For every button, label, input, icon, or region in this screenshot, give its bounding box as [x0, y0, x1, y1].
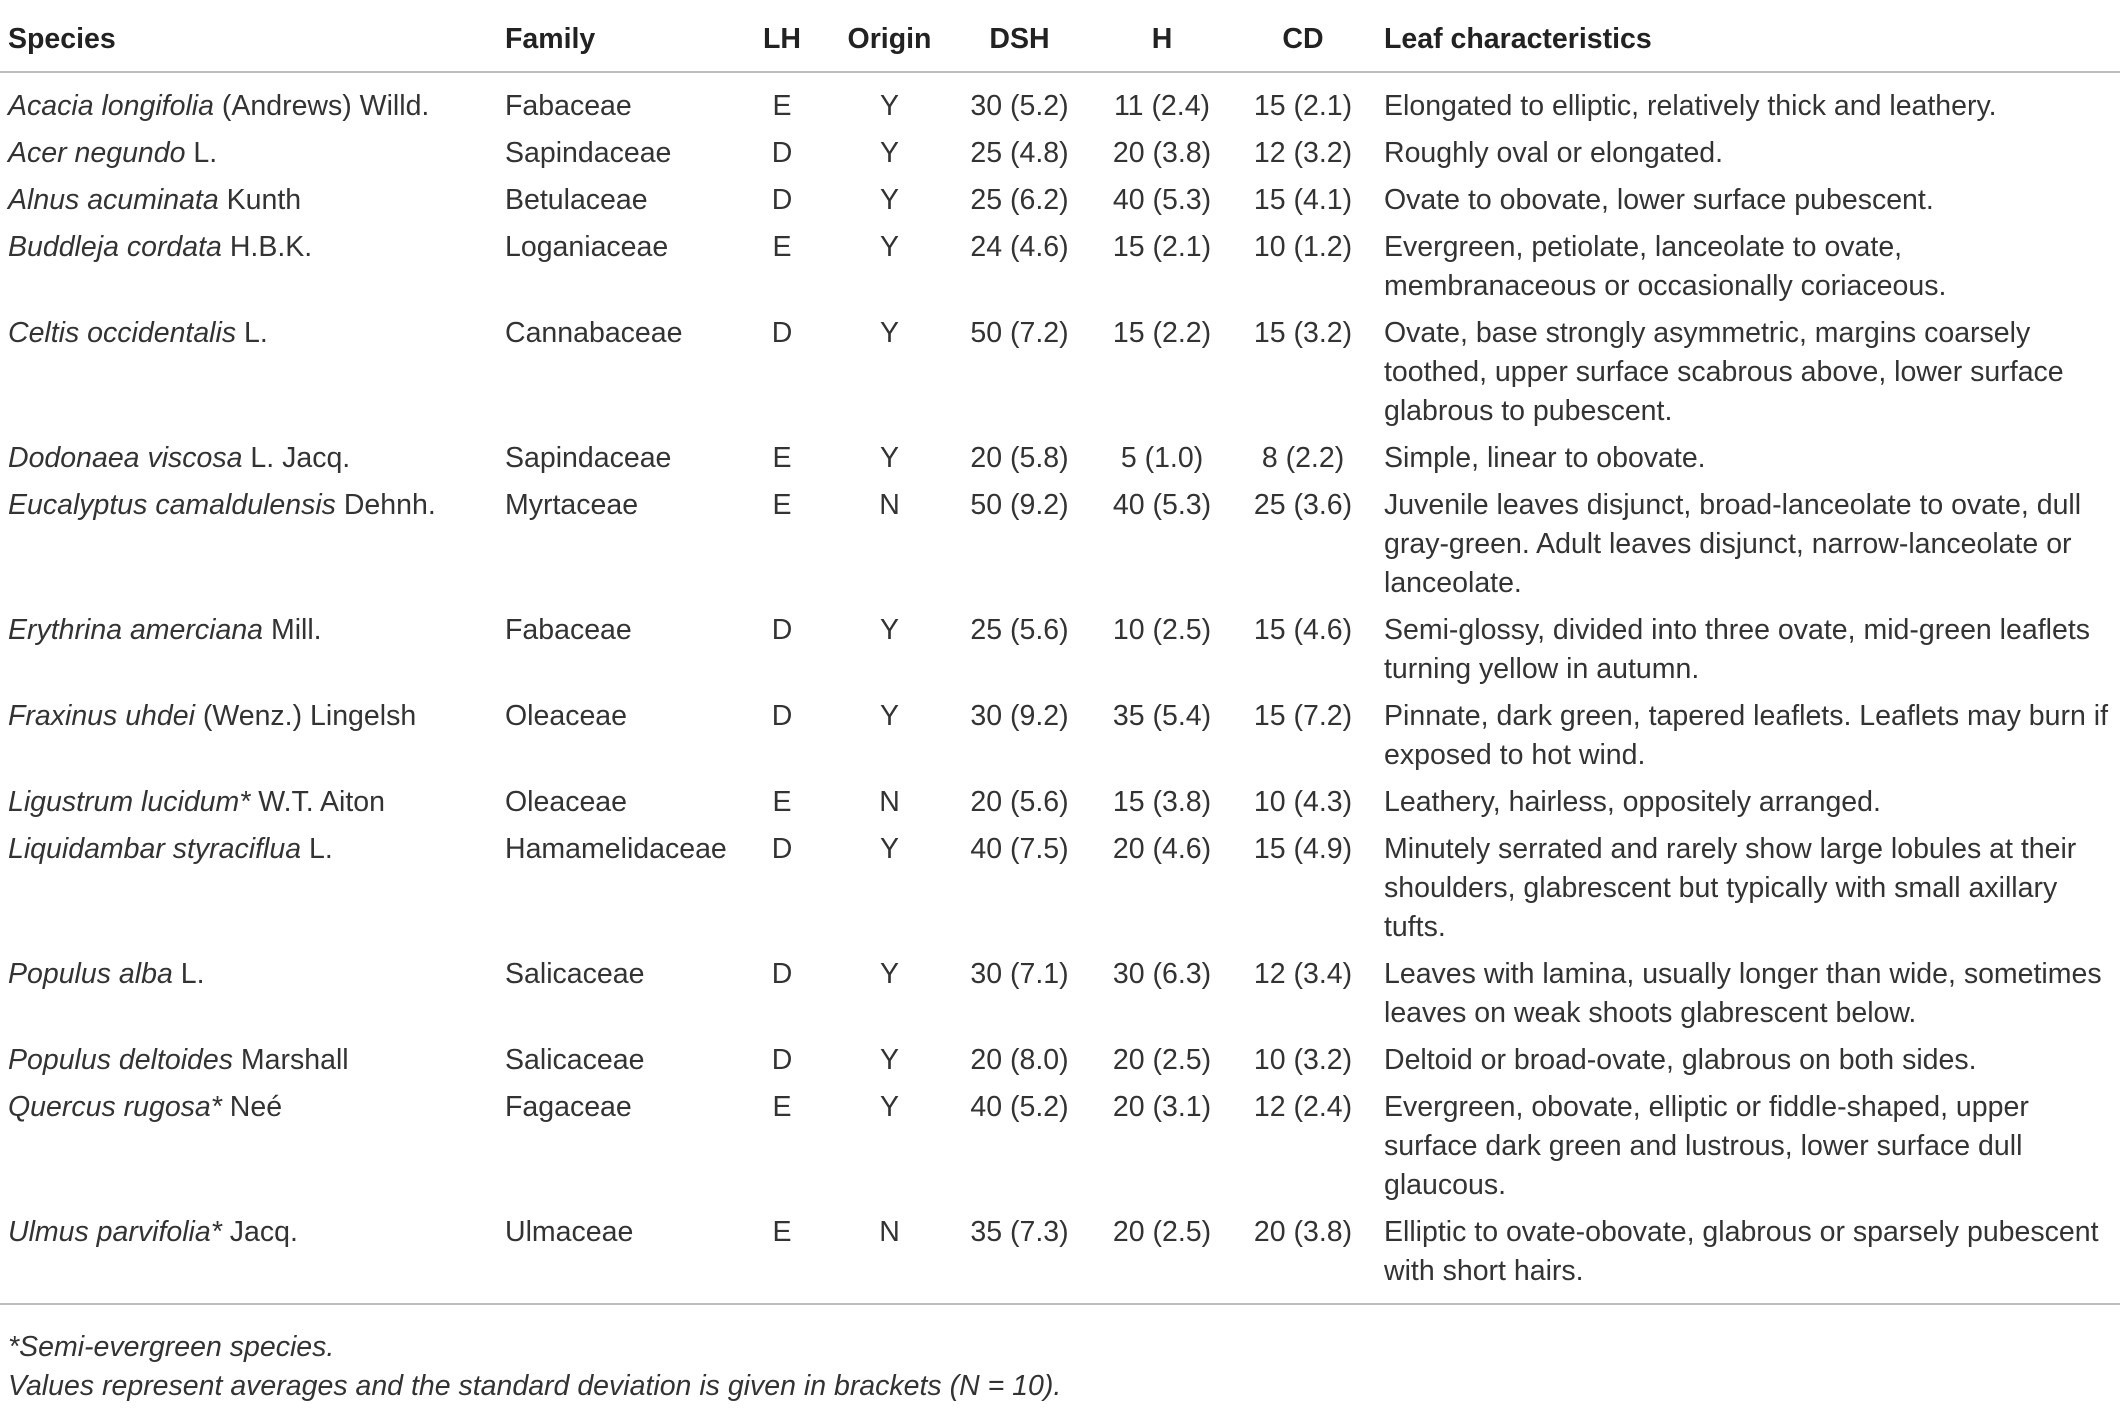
origin-cell: N: [879, 786, 900, 818]
leaf-characteristics-cell: Semi-glossy, divided into three ovate, mid-green leaflets turning yellow in autumn.: [1384, 614, 2090, 685]
dsh-cell: 30 (7.1): [970, 958, 1069, 990]
species-author: Jacq.: [221, 1216, 298, 1248]
table-row: [0, 228, 2120, 314]
crown-diameter-cell: 15 (3.2): [1253, 317, 1353, 349]
table-row: [0, 314, 2120, 439]
height-cell: 30 (6.3): [1112, 958, 1212, 990]
species-cell: [0, 228, 497, 314]
leaf-characteristics-cell: Evergreen, petiolate, lanceolate to ovate, membranaceous or occasionally coriaceous.: [1384, 231, 1947, 302]
species-name: Populus deltoides: [8, 1044, 233, 1076]
family-cell: Oleaceae: [505, 786, 628, 818]
life-habit-cell: E: [772, 231, 792, 263]
dsh-cell: 20 (8.0): [970, 1044, 1069, 1076]
species-author: W.T. Aiton: [250, 786, 385, 818]
family-cell: Salicaceae: [505, 1044, 645, 1076]
species-name: Acer negundo: [8, 137, 186, 169]
origin-cell: Y: [879, 442, 899, 474]
leaf-characteristics-cell: Minutely serrated and rarely show large lobules at their shoulders, glabrescent but typically with small axillary tufts.: [1384, 833, 2077, 943]
species-cell: [0, 955, 497, 1041]
species-name: Celtis occidentalis: [8, 317, 237, 349]
dsh-cell: 25 (6.2): [970, 184, 1069, 216]
species-author: L.: [236, 317, 268, 349]
dsh-cell: 25 (5.6): [970, 614, 1069, 646]
crown-diameter-cell: 10 (3.2): [1253, 1044, 1353, 1076]
family-cell: Salicaceae: [505, 958, 645, 990]
species-author: H.B.K.: [221, 231, 313, 263]
dsh-cell: 30 (9.2): [970, 700, 1069, 732]
leaf-characteristics-cell: Elongated to elliptic, relatively thick and leathery.: [1384, 90, 1997, 122]
dsh-cell: 24 (4.6): [970, 231, 1069, 263]
table-footnotes: [8, 1328, 1061, 1406]
origin-cell: Y: [879, 958, 899, 990]
species-name: Erythrina amerciana: [8, 614, 264, 646]
header-lh: LH: [763, 23, 801, 55]
species-name: Quercus rugosa*: [8, 1091, 222, 1123]
height-cell: 40 (5.3): [1112, 184, 1212, 216]
origin-cell: Y: [879, 90, 899, 122]
life-habit-cell: E: [772, 489, 792, 521]
height-cell: 20 (3.1): [1112, 1091, 1212, 1123]
leaf-characteristics-cell: Elliptic to ovate-obovate, glabrous or sparsely pubescent with short hairs.: [1384, 1216, 2099, 1287]
origin-cell: N: [879, 489, 900, 521]
leaf-characteristics-cell: Simple, linear to obovate.: [1384, 442, 1706, 474]
species-author: Kunth: [218, 184, 302, 216]
crown-diameter-cell: 10 (1.2): [1253, 231, 1353, 263]
life-habit-cell: E: [772, 1216, 792, 1248]
header-h: H: [1151, 23, 1173, 55]
height-cell: 15 (3.8): [1112, 786, 1212, 818]
header-family: Family: [505, 23, 596, 55]
origin-cell: Y: [879, 317, 899, 349]
table-row: [0, 955, 2120, 1041]
leaf-characteristics-cell: Juvenile leaves disjunct, broad-lanceolate to ovate, dull gray-green. Adult leaves disjunct, narrow-lanceolate or lanceolate.: [1384, 489, 2082, 599]
dsh-cell: 35 (7.3): [970, 1216, 1069, 1248]
table-row: [0, 181, 2120, 228]
origin-cell: Y: [879, 137, 899, 169]
species-cell: [0, 181, 497, 228]
crown-diameter-cell: 15 (4.1): [1253, 184, 1353, 216]
family-cell: Ulmaceae: [505, 1216, 634, 1248]
table-row: [0, 72, 2120, 134]
height-cell: 35 (5.4): [1112, 700, 1212, 732]
life-habit-cell: E: [772, 90, 792, 122]
table-row: [0, 783, 2120, 830]
crown-diameter-cell: 20 (3.8): [1253, 1216, 1353, 1248]
header-leaf-characteristics: Leaf characteristics: [1384, 23, 1652, 55]
origin-cell: Y: [879, 1091, 899, 1123]
family-cell: Cannabaceae: [505, 317, 683, 349]
dsh-cell: 40 (7.5): [970, 833, 1069, 865]
leaf-characteristics-cell: Evergreen, obovate, elliptic or fiddle-shaped, upper surface dark green and lustrous, lower surface dull glaucous.: [1384, 1091, 2029, 1201]
species-cell: [0, 439, 497, 486]
height-cell: 15 (2.2): [1112, 317, 1212, 349]
species-name: Ulmus parvifolia*: [8, 1216, 222, 1248]
table-row: [0, 134, 2120, 181]
table-row: [0, 486, 2120, 611]
dsh-cell: 20 (5.8): [970, 442, 1069, 474]
height-cell: 11 (2.4): [1113, 90, 1211, 122]
dsh-cell: 25 (4.8): [970, 137, 1069, 169]
family-cell: Hamamelidaceae: [505, 833, 727, 865]
species-author: L.: [301, 833, 333, 865]
species-table: [0, 14, 2120, 1305]
height-cell: 15 (2.1): [1112, 231, 1212, 263]
leaf-characteristics-cell: Ovate, base strongly asymmetric, margins coarsely toothed, upper surface scabrous above, lower surface glabrous to pubescent.: [1384, 317, 2064, 427]
life-habit-cell: D: [771, 1044, 793, 1076]
header-species: Species: [8, 23, 116, 55]
table-row: [0, 611, 2120, 697]
crown-diameter-cell: 15 (4.9): [1253, 833, 1353, 865]
header-row: [0, 14, 2120, 72]
species-author: Dehnh.: [335, 489, 436, 521]
header-dsh: DSH: [989, 23, 1050, 55]
species-name: Populus alba: [8, 958, 173, 990]
footnote-values: Values represent averages and the standard deviation is given in brackets (N = 10).: [8, 1370, 1062, 1402]
species-cell: [0, 611, 497, 697]
species-author: L.: [185, 137, 218, 169]
life-habit-cell: D: [771, 317, 793, 349]
crown-diameter-cell: 25 (3.6): [1253, 489, 1353, 521]
life-habit-cell: D: [771, 833, 793, 865]
table-body: [0, 72, 2120, 1304]
species-author: L.: [172, 958, 205, 990]
table-row: [0, 830, 2120, 955]
table-header: [0, 14, 2120, 72]
table-row: [0, 1213, 2120, 1304]
header-cd: CD: [1282, 23, 1324, 55]
origin-cell: Y: [879, 184, 899, 216]
leaf-characteristics-cell: Leaves with lamina, usually longer than wide, sometimes leaves on weak shoots glabrescent below.: [1384, 958, 2102, 1029]
species-cell: [0, 314, 497, 439]
species-cell: [0, 697, 497, 783]
height-cell: 5 (1.0): [1120, 442, 1204, 474]
family-cell: Fagaceae: [505, 1091, 632, 1123]
family-cell: Oleaceae: [505, 700, 628, 732]
header-origin: Origin: [847, 23, 932, 55]
origin-cell: Y: [879, 700, 899, 732]
life-habit-cell: E: [772, 442, 792, 474]
leaf-characteristics-cell: Ovate to obovate, lower surface pubescent.: [1384, 184, 1934, 216]
species-cell: [0, 134, 497, 181]
dsh-cell: 50 (7.2): [970, 317, 1069, 349]
family-cell: Betulaceae: [505, 184, 648, 216]
life-habit-cell: D: [771, 137, 793, 169]
species-name: Ligustrum lucidum*: [8, 786, 251, 818]
species-author: Marshall: [233, 1044, 349, 1076]
life-habit-cell: D: [771, 614, 793, 646]
life-habit-cell: E: [772, 1091, 792, 1123]
species-name: Alnus acuminata: [8, 184, 219, 216]
species-author: Mill.: [263, 614, 322, 646]
height-cell: 20 (3.8): [1112, 137, 1212, 169]
species-cell: [0, 1041, 497, 1088]
family-cell: Fabaceae: [505, 614, 632, 646]
crown-diameter-cell: 8 (2.2): [1261, 442, 1345, 474]
species-author: (Wenz.) Lingelsh: [194, 700, 417, 732]
table-row: [0, 697, 2120, 783]
family-cell: Loganiaceae: [505, 231, 669, 263]
height-cell: 40 (5.3): [1112, 489, 1212, 521]
crown-diameter-cell: 12 (3.2): [1253, 137, 1353, 169]
family-cell: Sapindaceae: [505, 137, 672, 169]
crown-diameter-cell: 10 (4.3): [1253, 786, 1353, 818]
species-name: Fraxinus uhdei: [8, 700, 195, 732]
leaf-characteristics-cell: Leathery, hairless, oppositely arranged.: [1384, 786, 1881, 818]
species-name: Liquidambar styraciflua: [8, 833, 302, 865]
crown-diameter-cell: 12 (3.4): [1253, 958, 1353, 990]
leaf-characteristics-cell: Roughly oval or elongated.: [1384, 137, 1724, 169]
crown-diameter-cell: 15 (7.2): [1253, 700, 1353, 732]
species-name: Dodonaea viscosa: [8, 442, 243, 474]
height-cell: 10 (2.5): [1112, 614, 1212, 646]
origin-cell: Y: [879, 1044, 899, 1076]
dsh-cell: 40 (5.2): [970, 1091, 1069, 1123]
origin-cell: Y: [879, 614, 899, 646]
crown-diameter-cell: 12 (2.4): [1253, 1091, 1353, 1123]
crown-diameter-cell: 15 (2.1): [1253, 90, 1353, 122]
footnote-semi-evergreen: *Semi-evergreen species.: [8, 1331, 335, 1363]
height-cell: 20 (2.5): [1112, 1216, 1212, 1248]
table-row: [0, 439, 2120, 486]
species-cell: [0, 830, 497, 955]
height-cell: 20 (2.5): [1112, 1044, 1212, 1076]
life-habit-cell: D: [771, 184, 793, 216]
family-cell: Myrtaceae: [505, 489, 639, 521]
species-author: (Andrews) Willd.: [213, 90, 430, 122]
leaf-characteristics-cell: Deltoid or broad-ovate, glabrous on both sides.: [1384, 1044, 1977, 1076]
species-name: Eucalyptus camaldulensis: [8, 489, 336, 521]
dsh-cell: 30 (5.2): [970, 90, 1069, 122]
species-name: Acacia longifolia: [8, 90, 214, 122]
dsh-cell: 20 (5.6): [970, 786, 1069, 818]
table-row: [0, 1088, 2120, 1213]
species-author: Neé: [221, 1091, 283, 1123]
life-habit-cell: D: [771, 958, 793, 990]
dsh-cell: 50 (9.2): [970, 489, 1069, 521]
species-cell: [0, 486, 497, 611]
origin-cell: Y: [879, 833, 899, 865]
leaf-characteristics-cell: Pinnate, dark green, tapered leaflets. Leaflets may burn if exposed to hot wind.: [1384, 700, 2109, 771]
height-cell: 20 (4.6): [1112, 833, 1212, 865]
species-cell: [0, 72, 497, 134]
crown-diameter-cell: 15 (4.6): [1253, 614, 1353, 646]
species-name: Buddleja cordata: [8, 231, 222, 263]
life-habit-cell: D: [771, 700, 793, 732]
origin-cell: Y: [879, 231, 899, 263]
species-cell: [0, 1213, 497, 1304]
species-cell: [0, 1088, 497, 1213]
family-cell: Sapindaceae: [505, 442, 672, 474]
family-cell: Fabaceae: [505, 90, 632, 122]
life-habit-cell: E: [772, 786, 792, 818]
species-cell: [0, 783, 497, 830]
species-author: L. Jacq.: [242, 442, 351, 474]
origin-cell: N: [879, 1216, 900, 1248]
table-row: [0, 1041, 2120, 1088]
